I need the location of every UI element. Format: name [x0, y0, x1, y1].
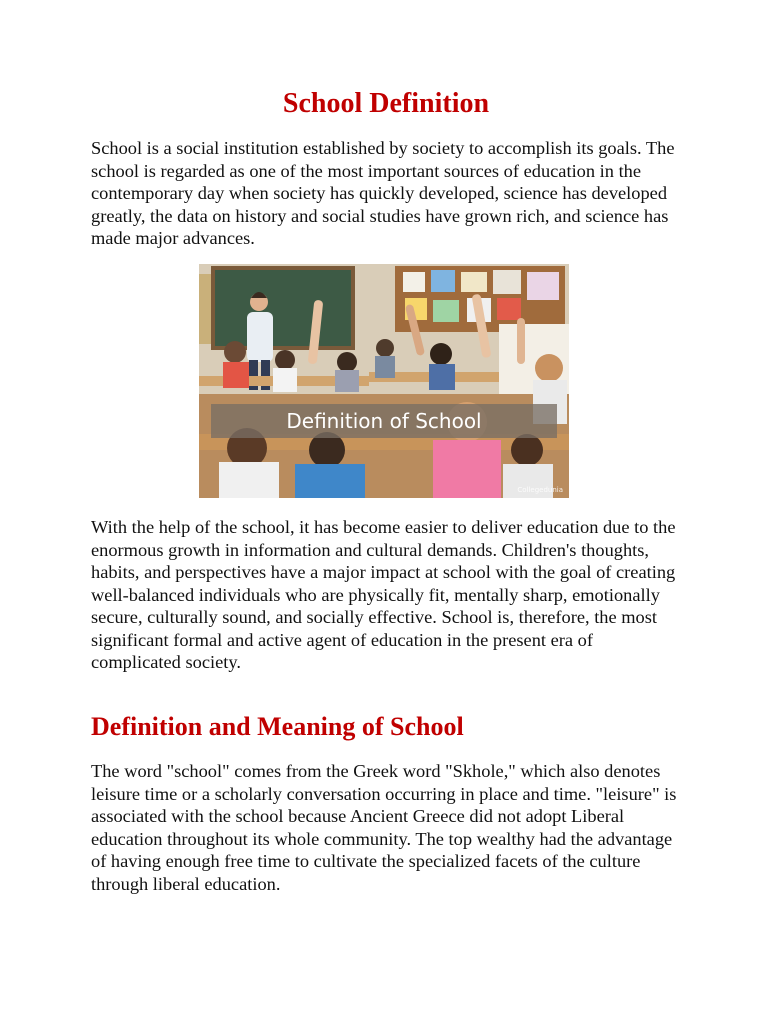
section-heading: Definition and Meaning of School: [91, 712, 464, 741]
intro-paragraph: School is a social institution established by society to accomplish its goals. The school is regarded as one of the most important sources of education in the contemporary day when society has quickly developed, science has developed greatly, the data on history and social studies have grown rich, and science has made major advances.: [91, 138, 675, 248]
body-paragraph-2: With the help of the school, it has become easier to deliver education due to the enormous growth in information and cultural demands. Children's thoughts, habits, and perspectives have a major impact at school with the goal of creating well-balanced individuals who are physically fit, mentally sharp, emotionally secure, culturally sound, and socially effective. School is, therefore, the most significant formal and active agent of education in the present era of complicated society.: [91, 517, 676, 672]
page-title: School Definition: [282, 88, 490, 119]
classroom-image: [199, 264, 569, 498]
image-watermark: Collegedunia: [517, 486, 563, 494]
classroom-illustration: [199, 264, 569, 498]
image-caption: Definition of School: [211, 404, 557, 438]
body-paragraph-3: The word "school" comes from the Greek word "Skhole," which also denotes leisure time or a scholarly conversation occurring in place and time. "leisure" is associated with the school because Ancient Greece did not adopt Liberal education throughout its whole community. The top wealthy had the advantage of having enough free time to cultivate the specialized facets of the culture through liberal education.: [91, 761, 677, 894]
